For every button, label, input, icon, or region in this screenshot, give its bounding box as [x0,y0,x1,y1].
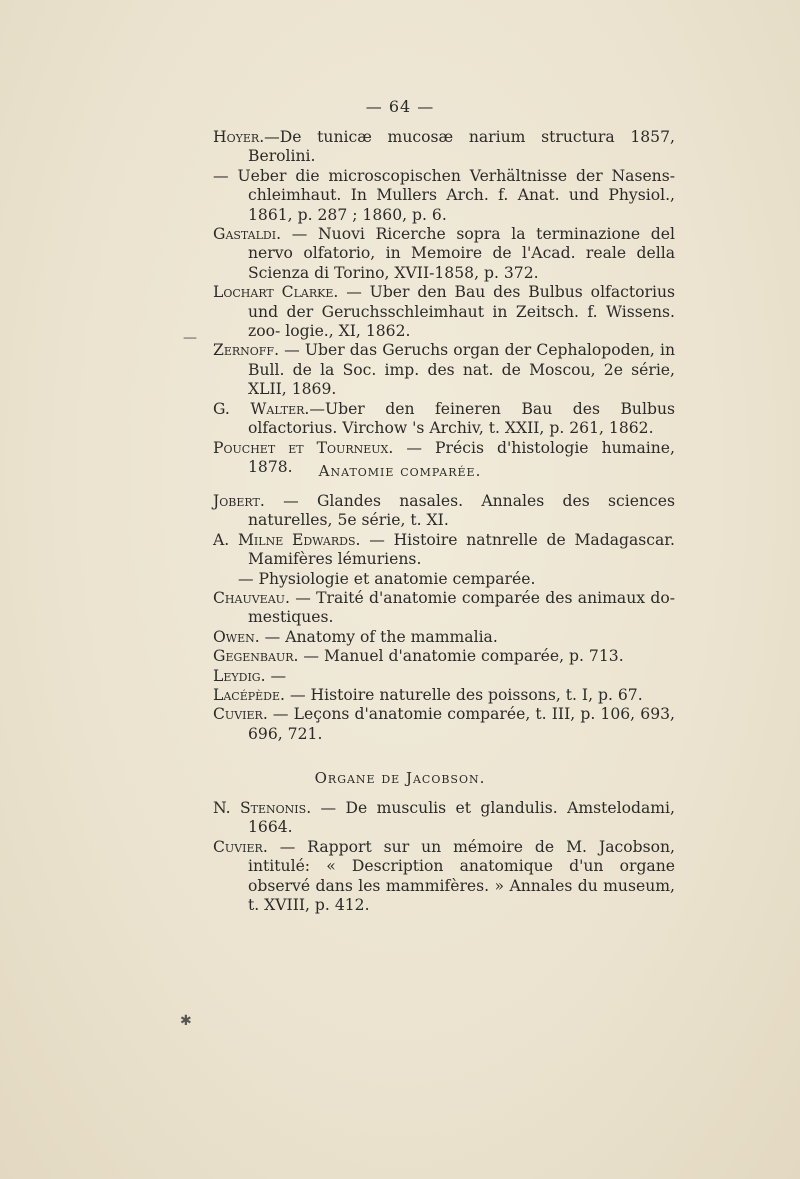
entry-author: Gegenbaur [213,647,294,666]
bibliography-entry [213,225,675,283]
bibliography-entry [213,647,675,666]
entry-author: N. Stenonis [213,799,307,817]
entry-author: Hoyer [213,128,260,146]
entry-text: .—Uber den feineren Bau des Bulbus olfactorius. Virchow 's Archiv, t. XXII, p. 261, 1862. [248,399,675,438]
bibliography-entry [213,628,675,647]
entry-author: Leydig [213,666,261,685]
entry-author: Chauveau [213,589,285,608]
bibliography-entry [213,341,675,399]
entry-text: — Physiologie et anatomie cemparée. [238,569,536,588]
entry-text: . — Glandes nasales. Annales des sciences naturelles, 5e série, t. XI. [248,492,675,530]
bibliography-entry [213,589,675,628]
entry-text: .—De tunicæ mucosæ narium structura 1857, Berolini. [248,128,675,166]
entry-author: Jobert [213,492,260,510]
bibliography-entry [213,128,675,167]
margin-mark: ✱ [180,1013,192,1029]
entry-text: . — Uber das Geruchs organ der Cephalopoden, in Bull. de la Soc. imp. des nat. de Moscou, 2e série, XLII, 1869. [248,341,675,399]
entry-text: . — Précis d'histologie humaine, 1878. [248,438,675,476]
entry-text: . — Histoire naturelle des poissons, t. I, p. 67. [280,686,643,705]
entry-text: . — Anatomy of the mammalia. [254,627,498,646]
margin-mark: — [183,330,197,346]
entry-author: Zernoff [213,341,275,360]
bibliography-entry [213,705,675,744]
bibliography-section-3 [213,799,675,915]
bibliography-entry [213,799,675,838]
page-number: — 64 — [365,97,435,116]
bibliography-entry [213,492,675,531]
entry-text: . — Rapport sur un mémoire de M. Jacobson, intitulé: « Description anatomique d'un organe observé dans les mammifères. » Annales du museum, t. XVIII, p. 412. [248,837,675,915]
entry-author: Owen [213,627,255,646]
entry-text: . — [260,666,287,685]
entry-text: . — Uber den Bau des Bulbus olfactorius und der Geruchsschleimhaut in Zeitsch. f. Wissens. zoo- logie., XI, 1862. [248,283,675,341]
entry-author: Cuvier [213,705,263,724]
bibliography-entry [213,400,675,439]
bibliography-entry [213,570,675,589]
bibliography-entry [213,167,675,225]
entry-text: . — Nuovi Ricerche sopra la terminazione del nervo olfatorio, in Memoire de l'Acad. reale della Scienza di Torino, XVII-1858, p. 372. [248,225,675,282]
entry-author: Cuvier [213,837,263,856]
bibliography-section-1 [213,128,675,477]
entry-text: . — Leçons d'anatomie comparée, t. III, p. 106, 693, 696, 721. [248,705,675,743]
section-heading-jacobson-organ: Organe de Jacobson. [314,769,486,787]
bibliography-entry [213,686,675,705]
section-heading-comparative-anatomy: Anatomie comparée. [318,462,482,480]
entry-author: Lochart Clarke [213,283,334,302]
entry-text: . — Traité d'anatomie comparée des animaux do- mestiques. [248,589,675,627]
entry-author: Pouchet et Tourneux [213,438,389,457]
entry-text: — Ueber die microscopischen Verhältnisse der Nasens- chleimhaut. In Mullers Arch. f. Anat. und Physiol., 1861, p. 287 ; 1860, p. 6. [213,166,675,224]
entry-author: Gastaldi [213,225,277,244]
entry-text: . — Manuel d'anatomie comparée, p. 713. [293,647,624,666]
entry-text: . — De musculis et glandulis. Amstelodami, 1664. [248,799,675,837]
bibliography-entry [213,838,675,916]
bibliography-section-2 [213,492,675,744]
bibliography-entry [213,283,675,341]
bibliography-entry [213,531,675,570]
entry-text: . — Histoire natnrelle de Madagascar. Mamifères lémuriens. [248,530,676,569]
bibliography-entry [213,667,675,686]
entry-author: A. Milne Edwards [213,530,356,549]
entry-author: G. Walter [213,399,305,418]
entry-author: Lacépède [213,686,281,705]
